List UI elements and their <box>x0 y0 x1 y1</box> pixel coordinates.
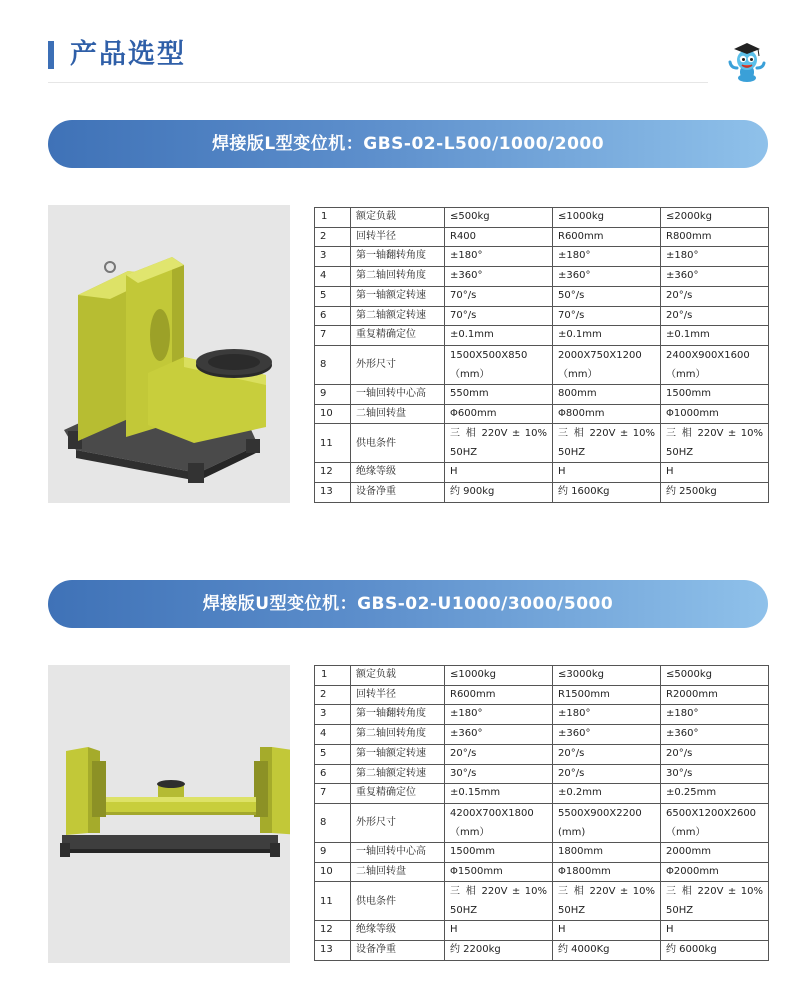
cell-value: R600mm <box>553 227 661 247</box>
cell-line-freq: 50HZ <box>666 905 694 917</box>
cell-line: 5500X900X2200 <box>558 807 642 819</box>
cell-value: 1500mm <box>445 842 553 862</box>
mascot-icon <box>724 38 770 84</box>
cell-value: ≤3000kg <box>553 666 661 686</box>
cell-line-unit: （mm） <box>450 368 490 380</box>
cell-value <box>553 424 661 463</box>
cell-value: H <box>661 463 769 483</box>
row-label: 第二轴回转角度 <box>351 725 445 745</box>
cell-line-unit: （mm） <box>666 826 706 838</box>
cell-value: R400 <box>445 227 553 247</box>
row-label: 第一轴翻转角度 <box>351 247 445 267</box>
table-row <box>315 483 769 503</box>
cell-value: ±180° <box>661 247 769 267</box>
cell-line-freq: 50HZ <box>450 905 478 917</box>
cell-line: 4200X700X1800 <box>450 807 534 819</box>
cell-value: 约 2500kg <box>661 483 769 503</box>
row-number: 10 <box>315 862 351 882</box>
cell-value: ±0.1mm <box>661 326 769 346</box>
row-number: 8 <box>315 345 351 384</box>
cell-value: Φ600mm <box>445 404 553 424</box>
table-row <box>315 744 769 764</box>
row-label: 第一轴额定转速 <box>351 744 445 764</box>
table-row <box>315 247 769 267</box>
table-row <box>315 803 769 842</box>
row-label: 二轴回转盘 <box>351 862 445 882</box>
cell-line-unit: (mm) <box>558 826 586 838</box>
cell-line: 三 相 220V ± 10% <box>558 428 655 440</box>
cell-value <box>661 345 769 384</box>
cell-value: 约 2200kg <box>445 941 553 961</box>
l-type-positioner-photo <box>48 205 290 503</box>
u-type-positioner-photo <box>48 665 290 963</box>
cell-value <box>445 803 553 842</box>
cell-value: 70°/s <box>445 306 553 326</box>
table-row <box>315 345 769 384</box>
row-number: 11 <box>315 882 351 921</box>
cell-value: Φ2000mm <box>661 862 769 882</box>
cell-value: 20°/s <box>661 286 769 306</box>
table-row <box>315 941 769 961</box>
cell-value: ≤5000kg <box>661 666 769 686</box>
cell-value <box>445 424 553 463</box>
cell-line-unit: （mm） <box>450 826 490 838</box>
row-number: 13 <box>315 941 351 961</box>
cell-value: ±360° <box>553 725 661 745</box>
table-row <box>315 404 769 424</box>
row-number: 3 <box>315 705 351 725</box>
row-label: 第一轴翻转角度 <box>351 705 445 725</box>
row-number: 4 <box>315 267 351 287</box>
cell-line: 三 相 220V ± 10% <box>666 886 763 898</box>
section-banner-l-type: 焊接版L型变位机：GBS-02-L500/1000/2000 <box>48 120 768 168</box>
cell-value: ±0.15mm <box>445 784 553 804</box>
row-label: 外形尺寸 <box>351 345 445 384</box>
cell-value <box>553 345 661 384</box>
cell-line-freq: 50HZ <box>558 447 586 459</box>
table-row <box>315 306 769 326</box>
cell-value: 约 4000Kg <box>553 941 661 961</box>
cell-value: 约 6000kg <box>661 941 769 961</box>
row-label: 供电条件 <box>351 424 445 463</box>
cell-line-unit: （mm） <box>666 368 706 380</box>
cell-value: ≤2000kg <box>661 208 769 228</box>
cell-line-freq: 50HZ <box>450 447 478 459</box>
cell-value: 70°/s <box>553 306 661 326</box>
cell-value <box>661 424 769 463</box>
row-number: 5 <box>315 744 351 764</box>
cell-line-freq: 50HZ <box>666 447 694 459</box>
cell-line-freq: 50HZ <box>558 905 586 917</box>
cell-value: 20°/s <box>661 306 769 326</box>
cell-line: 6500X1200X2600 <box>666 807 757 819</box>
row-number: 1 <box>315 666 351 686</box>
cell-value: ≤1000kg <box>445 666 553 686</box>
cell-value: H <box>553 921 661 941</box>
row-number: 11 <box>315 424 351 463</box>
table-row <box>315 463 769 483</box>
cell-value: Φ1800mm <box>553 862 661 882</box>
row-label: 第二轴额定转速 <box>351 764 445 784</box>
cell-value: 30°/s <box>445 764 553 784</box>
cell-value: 30°/s <box>661 764 769 784</box>
cell-value: ±0.1mm <box>553 326 661 346</box>
row-label: 重复精确定位 <box>351 326 445 346</box>
cell-value: 2000mm <box>661 842 769 862</box>
cell-value: 20°/s <box>445 744 553 764</box>
row-number: 12 <box>315 921 351 941</box>
cell-value: ≤1000kg <box>553 208 661 228</box>
table-row <box>315 685 769 705</box>
row-label: 外形尺寸 <box>351 803 445 842</box>
cell-line: 2000X750X1200 <box>558 349 642 361</box>
row-number: 6 <box>315 764 351 784</box>
cell-value: 550mm <box>445 384 553 404</box>
cell-line: 2400X900X1600 <box>666 349 750 361</box>
cell-value <box>661 803 769 842</box>
cell-value: ±180° <box>661 705 769 725</box>
row-number: 7 <box>315 326 351 346</box>
row-label: 额定负载 <box>351 208 445 228</box>
cell-value: Φ800mm <box>553 404 661 424</box>
cell-value: ±360° <box>445 267 553 287</box>
page-title: 产品选型 <box>70 39 186 70</box>
cell-value: R1500mm <box>553 685 661 705</box>
cell-value <box>445 882 553 921</box>
cell-line-unit: （mm） <box>558 368 598 380</box>
row-label: 回转半径 <box>351 685 445 705</box>
cell-value: ±360° <box>553 267 661 287</box>
row-label: 二轴回转盘 <box>351 404 445 424</box>
table-row <box>315 862 769 882</box>
cell-value: ±180° <box>445 705 553 725</box>
table-row <box>315 326 769 346</box>
cell-value: ±180° <box>553 705 661 725</box>
cell-value: ±0.2mm <box>553 784 661 804</box>
spec-table-l-type <box>314 207 769 503</box>
row-number: 4 <box>315 725 351 745</box>
table-row <box>315 286 769 306</box>
cell-value <box>553 882 661 921</box>
row-label: 重复精确定位 <box>351 784 445 804</box>
spec-table-u-type <box>314 665 769 961</box>
cell-value <box>445 345 553 384</box>
cell-value: H <box>553 463 661 483</box>
row-label: 第二轴额定转速 <box>351 306 445 326</box>
cell-value: R800mm <box>661 227 769 247</box>
cell-line: 三 相 220V ± 10% <box>450 428 547 440</box>
table-row <box>315 267 769 287</box>
row-number: 9 <box>315 842 351 862</box>
cell-value: ±360° <box>445 725 553 745</box>
row-number: 5 <box>315 286 351 306</box>
cell-value: 20°/s <box>553 744 661 764</box>
table-row <box>315 227 769 247</box>
row-number: 10 <box>315 404 351 424</box>
row-label: 一轴回转中心高 <box>351 384 445 404</box>
cell-value: 约 900kg <box>445 483 553 503</box>
row-label: 供电条件 <box>351 882 445 921</box>
cell-value: H <box>445 463 553 483</box>
page-header <box>48 36 758 82</box>
table-row <box>315 842 769 862</box>
row-number: 6 <box>315 306 351 326</box>
cell-value: ±180° <box>445 247 553 267</box>
cell-value: R2000mm <box>661 685 769 705</box>
table-row <box>315 784 769 804</box>
row-number: 2 <box>315 227 351 247</box>
cell-value: Φ1000mm <box>661 404 769 424</box>
cell-value: H <box>445 921 553 941</box>
cell-value: 800mm <box>553 384 661 404</box>
row-label: 设备净重 <box>351 941 445 961</box>
table-row <box>315 705 769 725</box>
section-banner-u-type: 焊接版U型变位机：GBS-02-U1000/3000/5000 <box>48 580 768 628</box>
cell-line: 三 相 220V ± 10% <box>666 428 763 440</box>
row-number: 3 <box>315 247 351 267</box>
cell-value: 1500mm <box>661 384 769 404</box>
cell-line: 三 相 220V ± 10% <box>450 886 547 898</box>
table-row <box>315 208 769 228</box>
table-row <box>315 921 769 941</box>
table-row <box>315 882 769 921</box>
row-label: 回转半径 <box>351 227 445 247</box>
cell-value: ±360° <box>661 725 769 745</box>
row-label: 绝缘等级 <box>351 463 445 483</box>
cell-value: R600mm <box>445 685 553 705</box>
cell-value: 1800mm <box>553 842 661 862</box>
cell-value: Φ1500mm <box>445 862 553 882</box>
row-number: 8 <box>315 803 351 842</box>
table-row <box>315 424 769 463</box>
row-label: 绝缘等级 <box>351 921 445 941</box>
row-number: 7 <box>315 784 351 804</box>
row-label: 第一轴额定转速 <box>351 286 445 306</box>
header-accent-bar <box>48 41 54 69</box>
cell-value: ±360° <box>661 267 769 287</box>
cell-value: 70°/s <box>445 286 553 306</box>
cell-value: 20°/s <box>661 744 769 764</box>
cell-value <box>553 803 661 842</box>
cell-line: 1500X500X850 <box>450 349 528 361</box>
cell-line: 三 相 220V ± 10% <box>558 886 655 898</box>
cell-value: ±0.25mm <box>661 784 769 804</box>
row-number: 12 <box>315 463 351 483</box>
row-number: 1 <box>315 208 351 228</box>
row-label: 第二轴回转角度 <box>351 267 445 287</box>
row-label: 一轴回转中心高 <box>351 842 445 862</box>
cell-value: ±180° <box>553 247 661 267</box>
table-row <box>315 666 769 686</box>
cell-value: 20°/s <box>553 764 661 784</box>
cell-value <box>661 882 769 921</box>
table-row <box>315 725 769 745</box>
cell-value: 50°/s <box>553 286 661 306</box>
row-number: 2 <box>315 685 351 705</box>
header-divider <box>48 82 708 83</box>
row-label: 设备净重 <box>351 483 445 503</box>
cell-value: ≤500kg <box>445 208 553 228</box>
cell-value: ±0.1mm <box>445 326 553 346</box>
table-row <box>315 764 769 784</box>
table-row <box>315 384 769 404</box>
row-number: 9 <box>315 384 351 404</box>
row-label: 额定负载 <box>351 666 445 686</box>
cell-value: H <box>661 921 769 941</box>
row-number: 13 <box>315 483 351 503</box>
cell-value: 约 1600Kg <box>553 483 661 503</box>
